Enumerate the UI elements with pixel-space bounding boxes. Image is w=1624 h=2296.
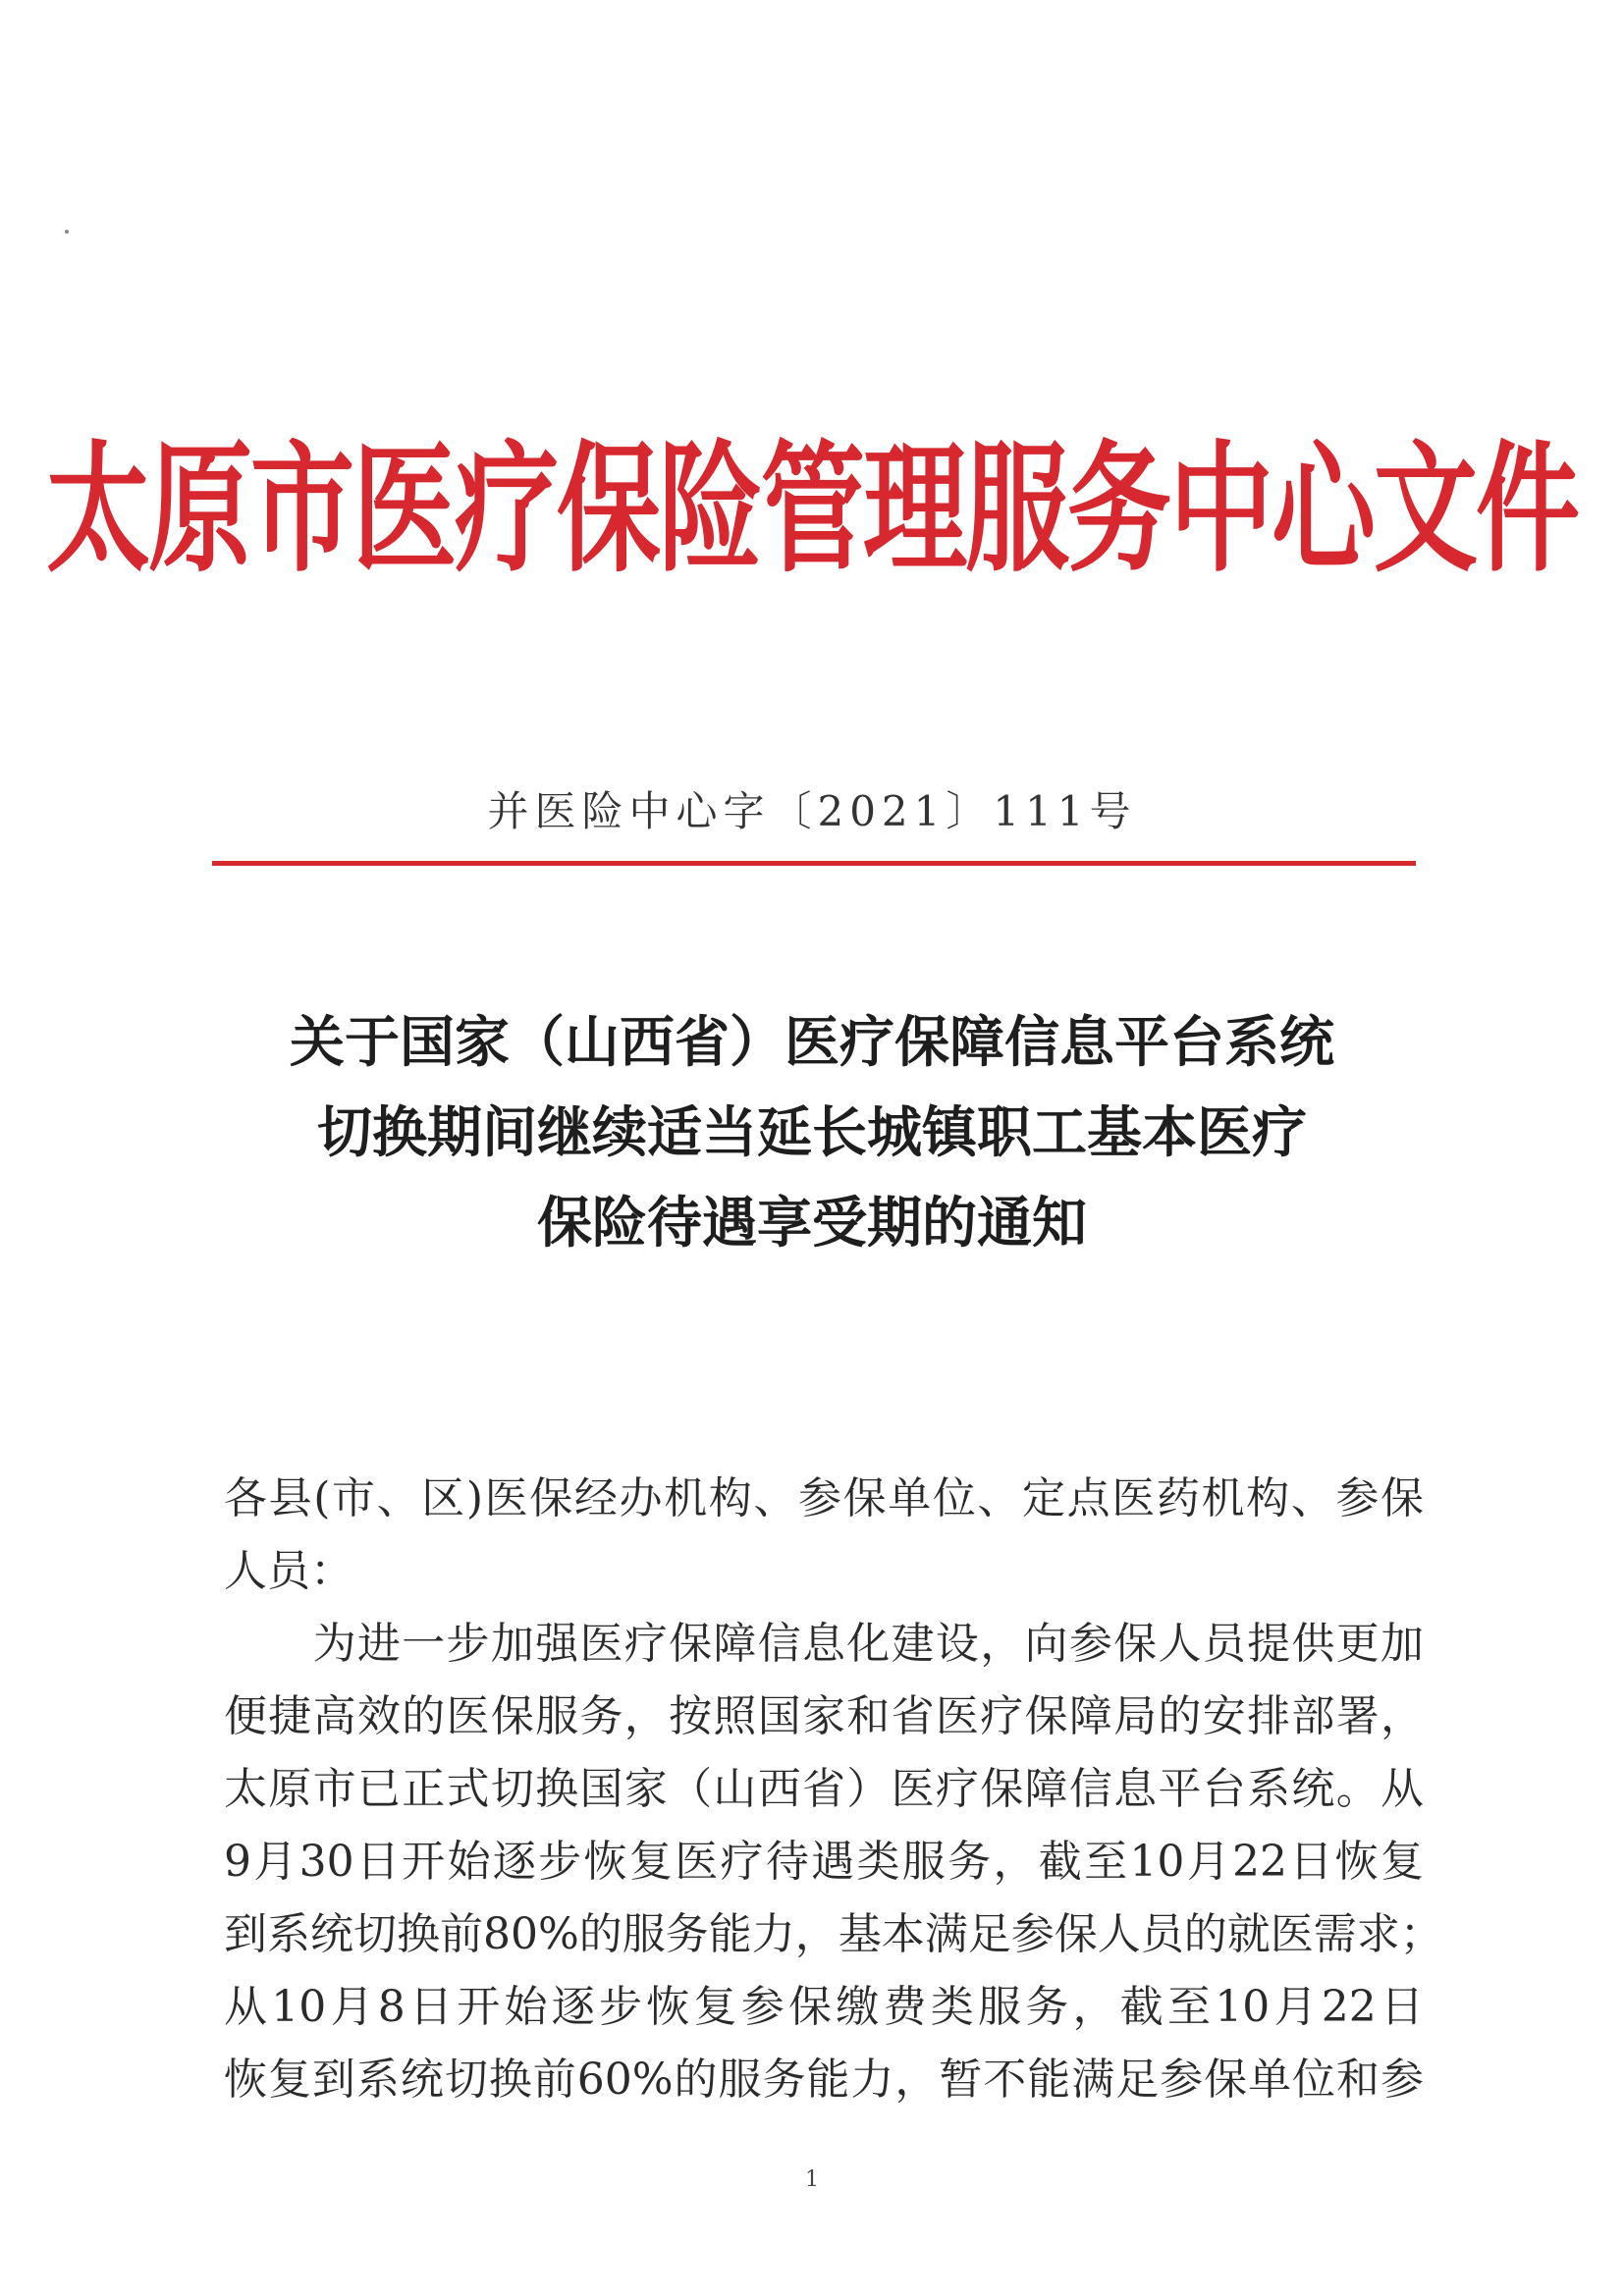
red-divider-rule — [212, 861, 1416, 866]
issuer-header-title: 太原市医疗保险管理服务中心文件 — [46, 425, 1578, 591]
paragraph-line: 从10月8日开始逐步恢复参保缴费类服务，截至10月22日 — [224, 1982, 1424, 2032]
addressee-line: 各县(市、区)医保经办机构、参保单位、定点医药机构、参保 — [224, 1473, 1424, 1523]
paragraph-line: 太原市已正式切换国家（山西省）医疗保障信息平台系统。从 — [224, 1764, 1424, 1814]
notice-title-line: 切换期间继续适当延长城镇职工基本医疗 — [317, 1101, 1307, 1165]
paragraph-line: 到系统切换前80%的服务能力，基本满足参保人员的就医需求； — [224, 1909, 1443, 1959]
document-number: 并医险中心字〔2021〕111号 — [487, 787, 1137, 835]
notice-title-line: 保险待遇享受期的通知 — [537, 1192, 1087, 1255]
paragraph-line: 恢复到系统切换前60%的服务能力，暂不能满足参保单位和参 — [224, 2055, 1424, 2105]
notice-title — [0, 999, 1624, 1268]
notice-title-line: 关于国家（山西省）医疗保障信息平台系统 — [290, 1011, 1334, 1075]
body-text — [224, 1463, 1443, 2116]
page-number: 1 — [805, 2167, 819, 2192]
paragraph-line: 9月30日开始逐步恢复医疗待遇类服务，截至10月22日恢复 — [224, 1837, 1424, 1887]
scan-speck — [65, 230, 69, 234]
paragraph-line: 为进一步加强医疗保障信息化建设，向参保人员提供更加 — [224, 1619, 1424, 1669]
addressee-line: 人员： — [224, 1546, 353, 1596]
paragraph-line: 便捷高效的医保服务，按照国家和省医疗保障局的安排部署， — [224, 1691, 1424, 1741]
